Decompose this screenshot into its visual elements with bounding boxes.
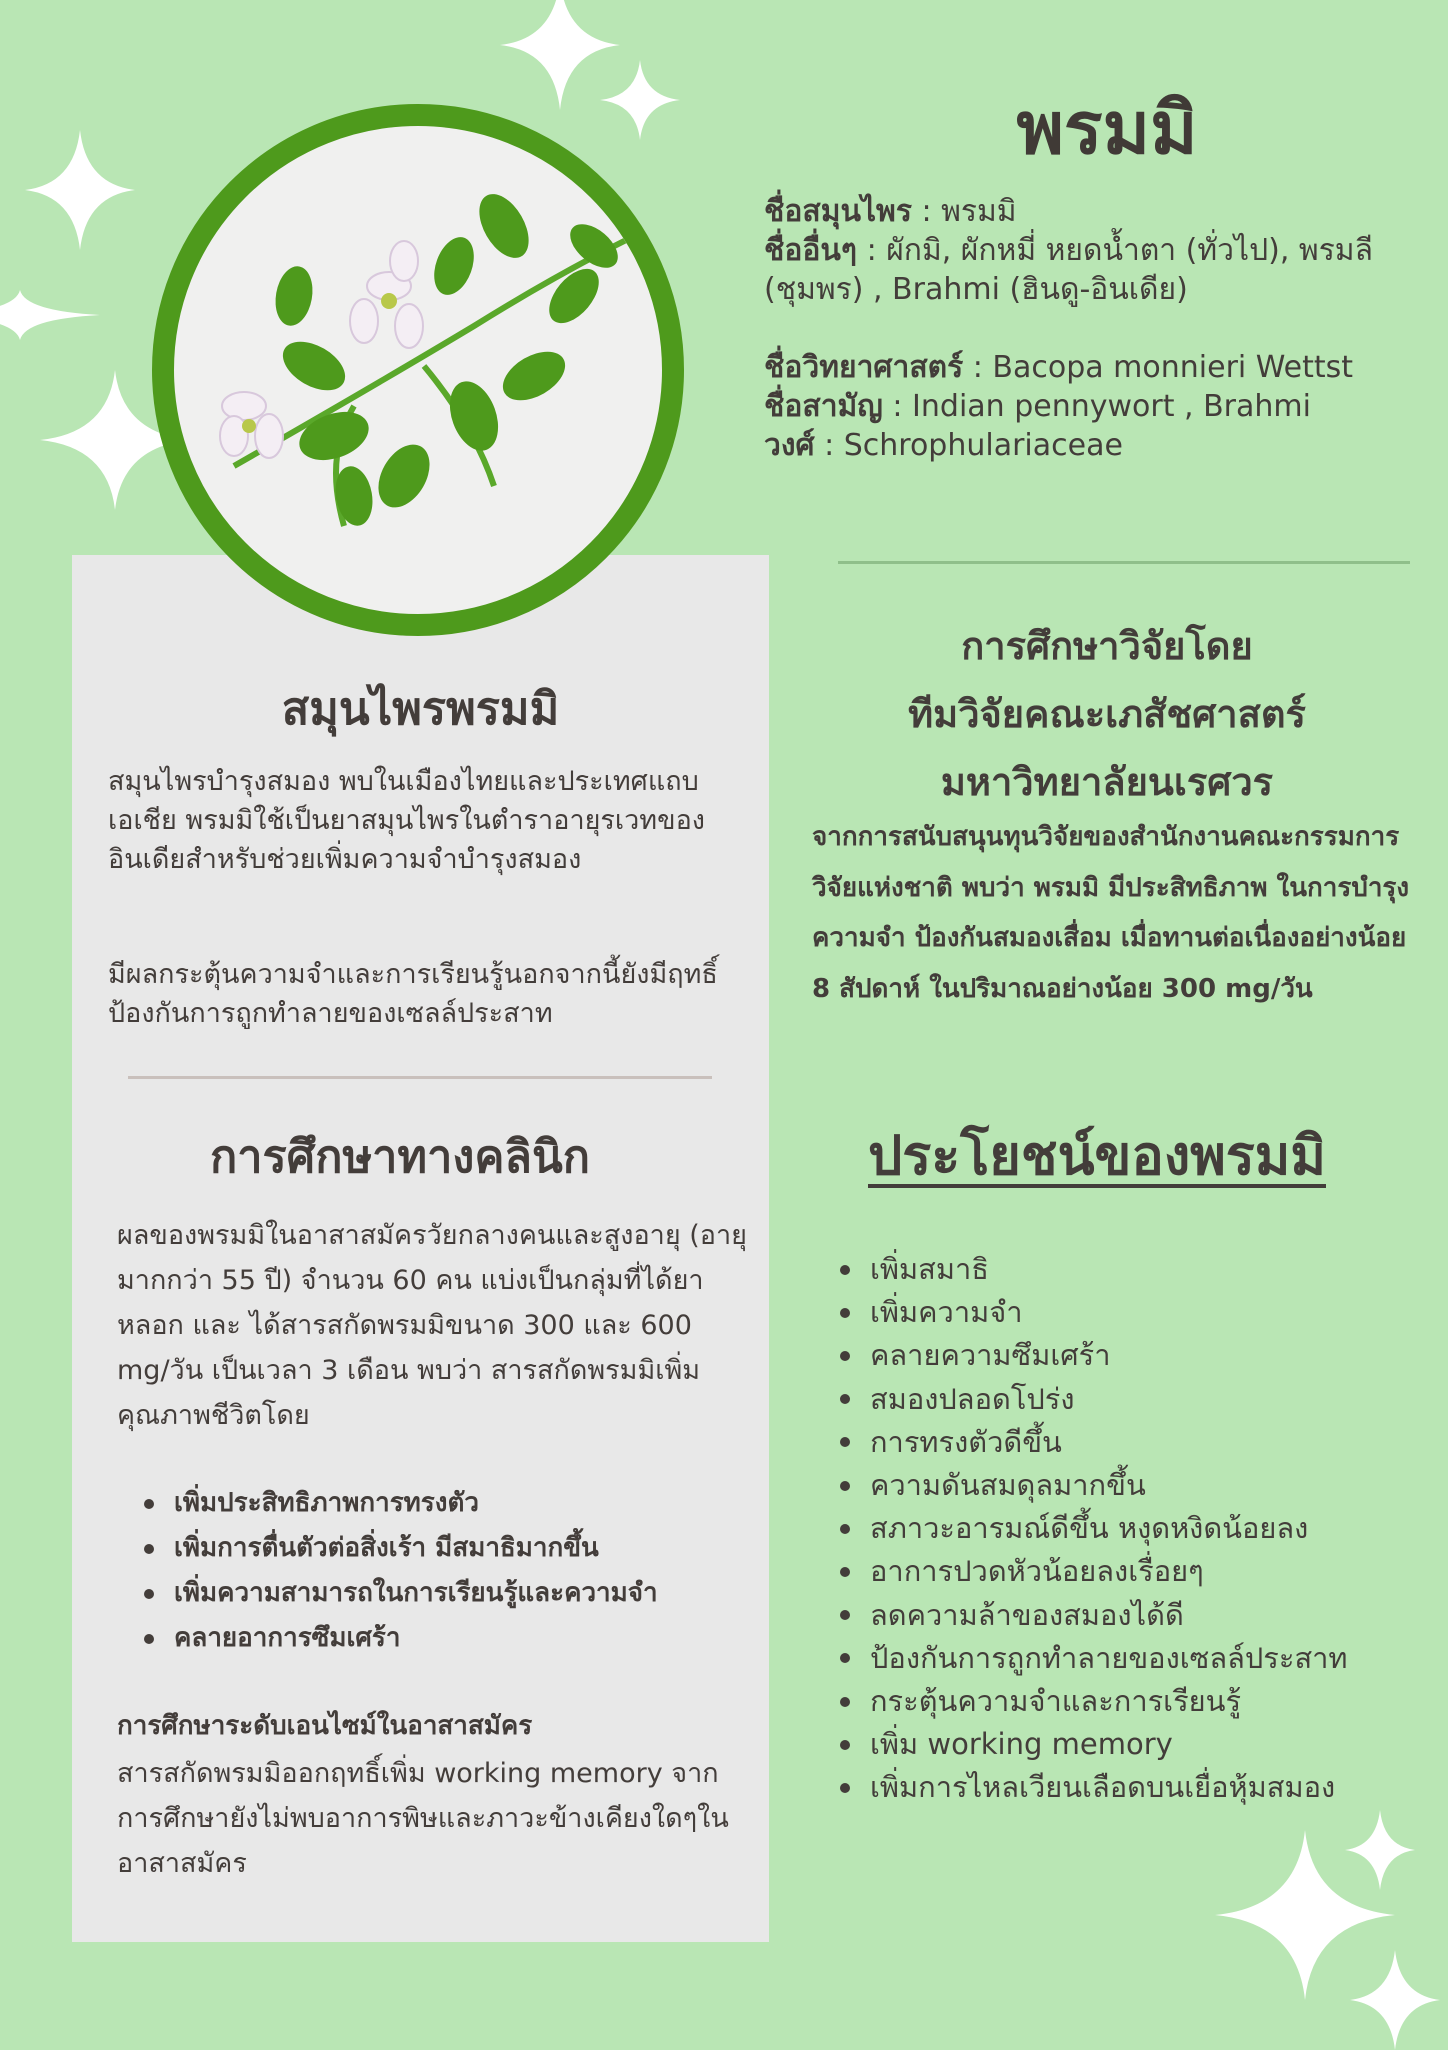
list-item: สมองปลอดโปร่ง <box>836 1378 1436 1421</box>
section-divider <box>128 1076 712 1079</box>
research-body: จากการสนับสนุนทุนวิจัยของสำนักงานคณะกรรมการวิจัยแห่งชาติ พบว่า พรมมิ มีประสิทธิภาพ ในการบำรุงความจำ ป้องกันสมองเสื่อม เมื่อทานต่อเนื่องอย่างน้อย 8 สัปดาห์ ในปริมาณอย่างน้อย 300 mg/วัน <box>812 822 1410 1004</box>
list-item: เพิ่มสมาธิ <box>836 1248 1436 1291</box>
research-title-line: ทีมวิจัยคณะเภสัชศาสตร์ <box>908 692 1306 736</box>
other-names-value: : ผักมิ, ผักหมี่ หยดน้ำตา (ทั่วไป), พรมลี (ชุมพร) , Brahmi (ฮินดู-อินเดีย) <box>764 233 1373 307</box>
research-title-line: การศึกษาวิจัยโดย <box>961 624 1253 668</box>
family-label: วงศ์ <box>764 428 815 463</box>
herb-paragraph-1: สมุนไพรบำรุงสมอง พบในเมืองไทยและประเทศแถบเอเชีย พรมมิใช้เป็นยาสมุนไพรในตำราอายุรเวทของอินเดียสำหรับช่วยเพิ่มความจำบำรุงสมอง <box>108 766 705 875</box>
clinical-section-title: การศึกษาทางคลินิก <box>209 1130 591 1183</box>
herb-section-title: สมุนไพรพรมมิ <box>281 682 560 735</box>
sparkle-icon <box>1350 1950 1440 2050</box>
family-value: : Schrophulariaceae <box>814 428 1123 463</box>
list-item: ป้องกันการถูกทำลายของเซลล์ประสาท <box>836 1637 1436 1680</box>
sparkle-icon <box>0 290 100 340</box>
clinical-paragraph: ผลของพรมมิในอาสาสมัครวัยกลางคนและสูงอายุ (อายุมากกว่า 55 ปี) จำนวน 60 คน แบ่งเป็นกลุ่มที่ได้ยาหลอก และ ได้สารสกัดพรมมิขนาด 300 และ 600 mg/วัน เป็นเวลา 3 เดือน พบว่า สารสกัดพรมมิเพิ่มคุณภาพชีวิตโดย <box>117 1220 747 1431</box>
herb-name-label: ชื่อสมุนไพร <box>764 194 912 229</box>
other-names-label: ชื่ออื่นๆ <box>764 233 858 268</box>
sparkle-icon <box>1345 1810 1415 1890</box>
list-item: อาการปวดหัวน้อยลงเรื่อยๆ <box>836 1550 1436 1593</box>
research-title <box>812 612 1402 816</box>
list-item: เพิ่มความสามารถในการเรียนรู้และความจำ <box>140 1571 760 1616</box>
herb-info <box>764 192 1434 465</box>
bacopa-plant-illustration <box>174 126 662 614</box>
list-item: สภาวะอารมณ์ดีขึ้น หงุดหงิดน้อยลง <box>836 1507 1436 1550</box>
section-divider <box>838 561 1410 564</box>
common-name-label: ชื่อสามัญ <box>764 389 883 424</box>
list-item: เพิ่มการไหลเวียนเลือดบนเยื่อหุ้มสมอง <box>836 1766 1436 1809</box>
enzyme-study-paragraph: สารสกัดพรมมิออกฤทธิ์เพิ่ม working memory จากการศึกษายังไม่พบอาการพิษและภาวะข้างเคียงใดๆในอาสาสมัคร <box>117 1758 729 1879</box>
benefits-title: ประโยชน์ของพรมมิ <box>868 1124 1326 1187</box>
plant-image <box>152 104 684 636</box>
list-item: การทรงตัวดีขึ้น <box>836 1421 1436 1464</box>
list-item: กระตุ้นความจำและการเรียนรู้ <box>836 1680 1436 1723</box>
list-item: เพิ่มความจำ <box>836 1291 1436 1334</box>
list-item: เพิ่ม working memory <box>836 1723 1436 1766</box>
herb-paragraph-2: มีผลกระตุ้นความจำและการเรียนรู้นอกจากนี้ยังมีฤทธิ์ป้องกันการถูกทำลายของเซลล์ประสาท <box>108 959 718 1029</box>
enzyme-study-title: การศึกษาระดับเอนไซม์ในอาสาสมัคร <box>117 1711 533 1741</box>
common-name-value: : Indian pennywort , Brahmi <box>882 389 1311 424</box>
research-title-line: มหาวิทยาลัยนเรศวร <box>940 760 1274 804</box>
clinical-bullet-list <box>140 1481 760 1661</box>
scientific-name-value: : Bacopa monnieri Wettst <box>963 350 1354 385</box>
herb-name-value: : พรมมิ <box>911 194 1017 229</box>
list-item: คลายความซึมเศร้า <box>836 1334 1436 1377</box>
list-item: เพิ่มประสิทธิภาพการทรงตัว <box>140 1481 760 1526</box>
list-item: ความดันสมดุลมากขึ้น <box>836 1464 1436 1507</box>
list-item: คลายอาการซึมเศร้า <box>140 1616 760 1661</box>
benefits-list <box>836 1248 1436 1810</box>
list-item: เพิ่มการตื่นตัวต่อสิ่งเร้า มีสมาธิมากขึ้น <box>140 1526 760 1571</box>
scientific-name-label: ชื่อวิทยาศาสตร์ <box>764 350 964 385</box>
list-item: ลดความล้าของสมองได้ดี <box>836 1594 1436 1637</box>
page-title: พรมมิ <box>1016 86 1198 170</box>
sparkle-icon <box>25 130 135 250</box>
sparkle-icon <box>600 60 680 140</box>
